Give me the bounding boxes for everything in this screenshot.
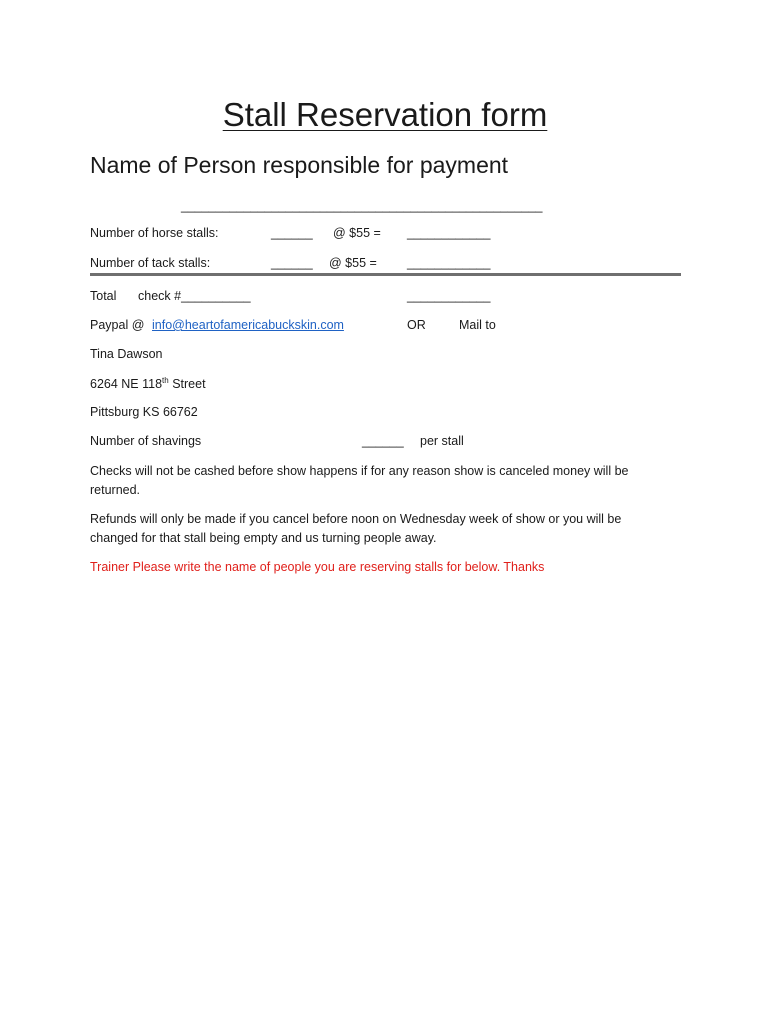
refunds-note: Refunds will only be made if you cancel before noon on Wednesday week of show or you will be changed for that stall being empty and us turning people away.: [90, 512, 622, 545]
horse-stalls-label: Number of horse stalls:: [90, 226, 219, 240]
horse-stalls-count-blank[interactable]: ______: [271, 226, 313, 240]
street-name: Street: [168, 377, 206, 391]
or-label: OR: [407, 318, 426, 332]
total-label: Total: [90, 289, 117, 303]
checks-note: Checks will not be cashed before show happens if for any reason show is canceled money will be returned.: [90, 464, 629, 497]
shavings-blank[interactable]: ______: [362, 434, 404, 448]
street-ordinal: th: [162, 376, 169, 385]
check-number-blank[interactable]: check #__________: [138, 289, 251, 303]
paypal-label: Paypal @: [90, 318, 145, 332]
grand-total-blank[interactable]: ____________: [407, 289, 491, 303]
page-title: Stall Reservation form: [222, 96, 548, 133]
paypal-email-link[interactable]: info@heartofamericabuckskin.com: [152, 318, 344, 332]
shavings-unit: per stall: [420, 434, 464, 448]
address-street: [90, 376, 206, 391]
tack-stalls-price: @ $55 =: [329, 256, 377, 270]
payer-name-blank[interactable]: ____________________________________________________: [181, 199, 543, 213]
shavings-label: Number of shavings: [90, 434, 202, 448]
street-number: 6264 NE 118: [90, 377, 163, 391]
tack-stalls-count-blank[interactable]: ______: [271, 256, 313, 270]
mail-to-label: Mail to: [459, 318, 496, 332]
section-divider: [90, 273, 681, 276]
horse-stalls-price: @ $55 =: [333, 226, 381, 240]
horse-stalls-total-blank[interactable]: ____________: [407, 226, 491, 240]
address-name: Tina Dawson: [90, 347, 163, 361]
address-city: Pittsburg KS 66762: [90, 405, 198, 419]
payer-name-label: Name of Person responsible for payment: [90, 152, 509, 178]
trainer-note: Trainer Please write the name of people you are reserving stalls for below. Thanks: [90, 560, 545, 574]
tack-stalls-label: Number of tack stalls:: [90, 256, 211, 270]
tack-stalls-total-blank[interactable]: ____________: [407, 256, 491, 270]
